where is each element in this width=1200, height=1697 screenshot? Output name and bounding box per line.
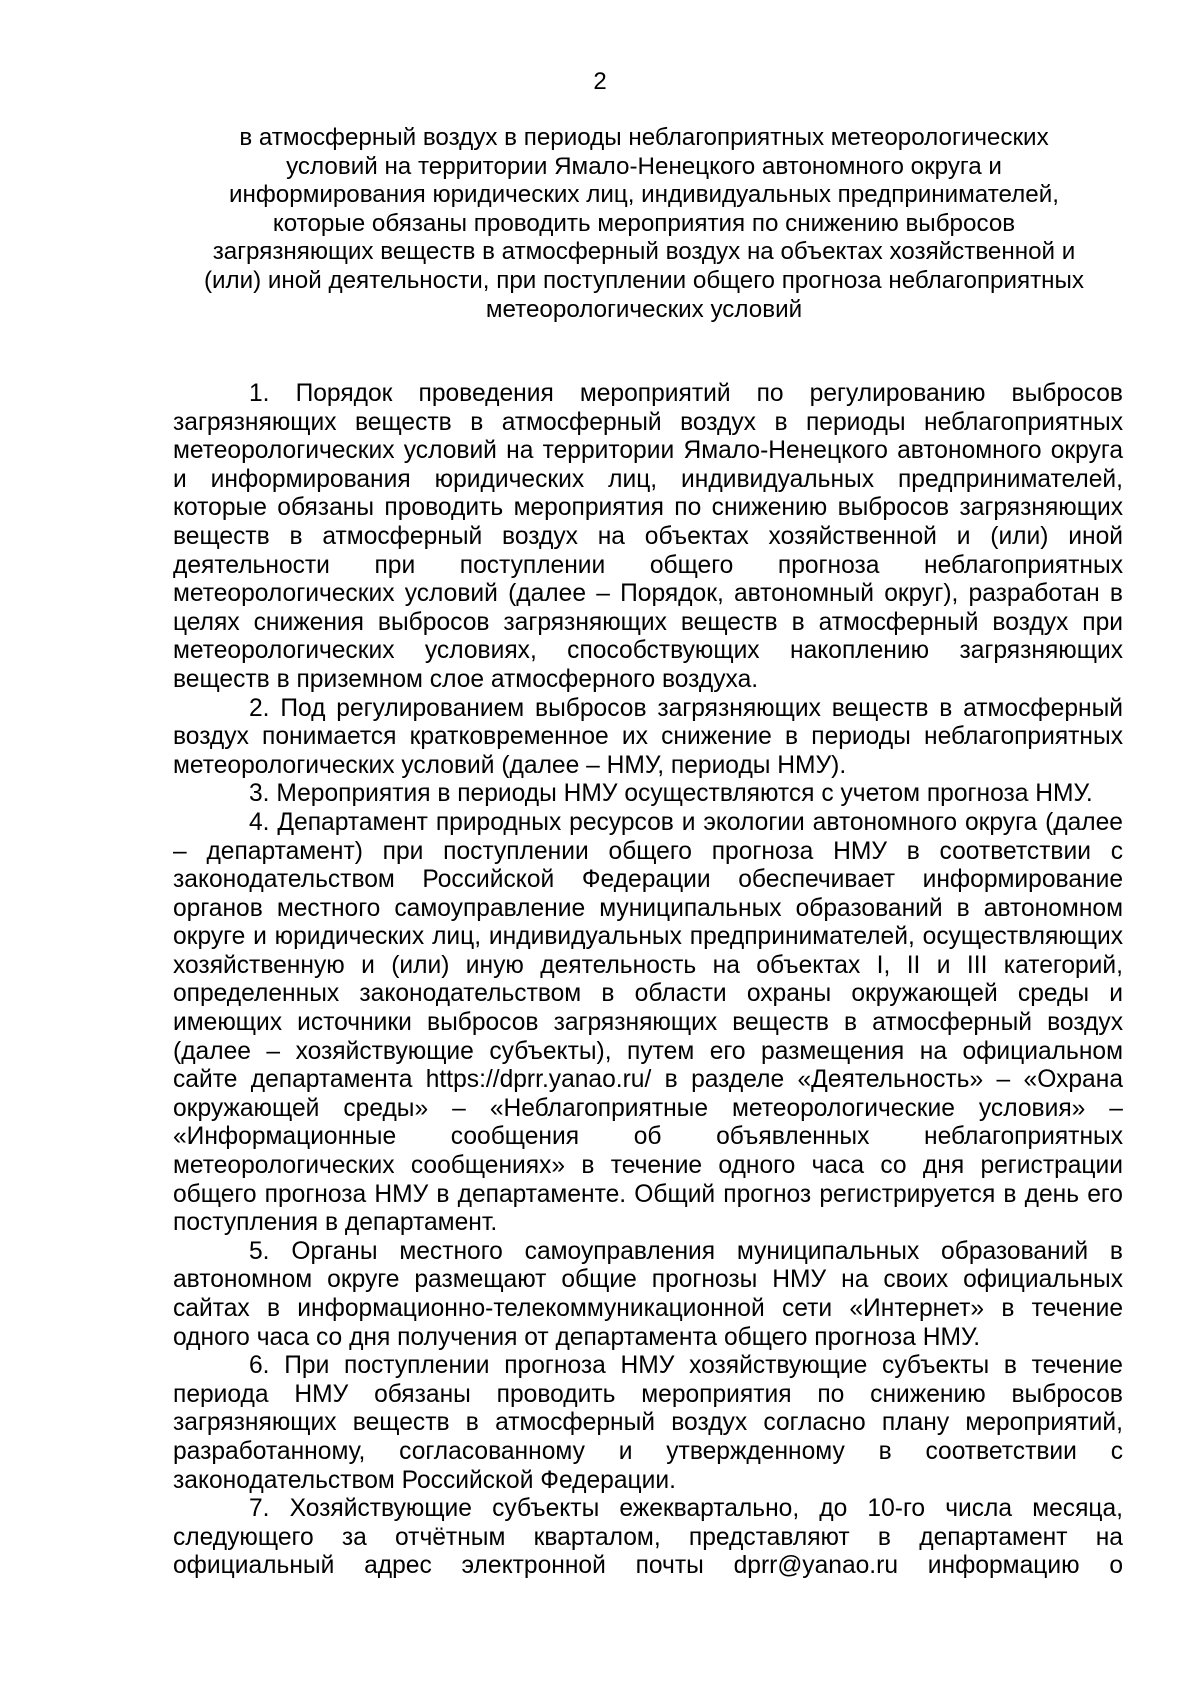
title-line: информирования юридических лиц, индивидуальных предпринимателей,: [229, 181, 1059, 209]
paragraph-1: 1. Порядок проведения мероприятий по регулированию выбросов загрязняющих веществ в атмосферный воздух в периоды неблагоприятных метеорологических условий на территории Ямало-Ненецкого автономного округа и информирования юридических лиц, индивидуальных предпринимателей, которые обязаны проводить мероприятия по снижению выбросов загрязняющих веществ в атмосферный воздух на объектах хозяйственной и (или) иной деятельности при поступлении общего прогноза неблагоприятных метеорологических условий (далее – Порядок, автономный округ), разработан в целях снижения выбросов загрязняющих веществ в атмосферный воздух при метеорологических условиях, способствующих накоплению загрязняющих веществ в приземном слое атмосферного воздуха.: [173, 380, 1123, 693]
title-line: (или) иной деятельности, при поступлении общего прогноза неблагоприятных: [203, 266, 1085, 294]
title-line: условий на территории Ямало-Ненецкого автономного округа и: [286, 152, 1002, 180]
paragraph-6: 6. При поступлении прогноза НМУ хозяйствующие субъекты в течение периода НМУ обязаны проводить мероприятия по снижению выбросов загрязняющих веществ в атмосферный воздух согласно плану мероприятий, разработанному, согласованному и утвержденному в соответствии с законодательством Российской Федерации.: [173, 1352, 1123, 1494]
paragraph-2: 2. Под регулированием выбросов загрязняющих веществ в атмосферный воздух понимается кратковременное их снижение в периоды неблагоприятных метеорологических условий (далее – НМУ, периоды НМУ).: [173, 694, 1123, 779]
page-number: 2: [593, 68, 607, 95]
document-body: [173, 380, 1123, 1581]
title-line: метеорологических условий: [485, 295, 803, 323]
title-line: которые обязаны проводить мероприятия по снижению выбросов: [272, 209, 1016, 237]
title-line: загрязняющих веществ в атмосферный воздух на объектах хозяйственной и: [212, 238, 1076, 266]
paragraph-7: 7. Хозяйствующие субъекты ежеквартально, до 10-го числа месяца, следующего за отчётным кварталом, представляют в департамент на официальный адрес электронной почты dprr@yanao.ru информацию о: [173, 1495, 1123, 1580]
paragraph-4: 4. Департамент природных ресурсов и экологии автономного округа (далее – департамент) при поступлении общего прогноза НМУ в соответствии с законодательством Российской Федерации обеспечивает информирование органов местного самоуправление муниципальных образований в автономном округе и юридических лиц, индивидуальных предпринимателей, осуществляющих хозяйственную и (или) иную деятельность на объектах I, II и III категорий, определенных законодательством в области охраны окружающей среды и имеющих источники выбросов загрязняющих веществ в атмосферный воздух (далее – хозяйствующие субъекты), путем его размещения на официальном сайте департамента https://dprr.yanao.ru/ в разделе «Деятельность» – «Охрана окружающей среды» – «Неблагоприятные метеорологические условия» – «Информационные сообщения об объявленных неблагоприятных метеорологических сообщениях» в течение одного часа со дня регистрации общего прогноза НМУ в департаменте. Общий прогноз регистрируется в день его поступления в департамент.: [173, 808, 1123, 1237]
paragraph-3: 3. Мероприятия в периоды НМУ осуществляются с учетом прогноза НМУ.: [249, 780, 1093, 808]
document-title: [168, 124, 1120, 324]
title-line: в атмосферный воздух в периоды неблагоприятных метеорологических: [239, 124, 1049, 151]
paragraph-5: 5. Органы местного самоуправления муниципальных образований в автономном округе размещают общие прогнозы НМУ на своих официальных сайтах в информационно-телекоммуникационной сети «Интернет» в течение одного часа со дня получения от департамента общего прогноза НМУ.: [173, 1237, 1123, 1351]
